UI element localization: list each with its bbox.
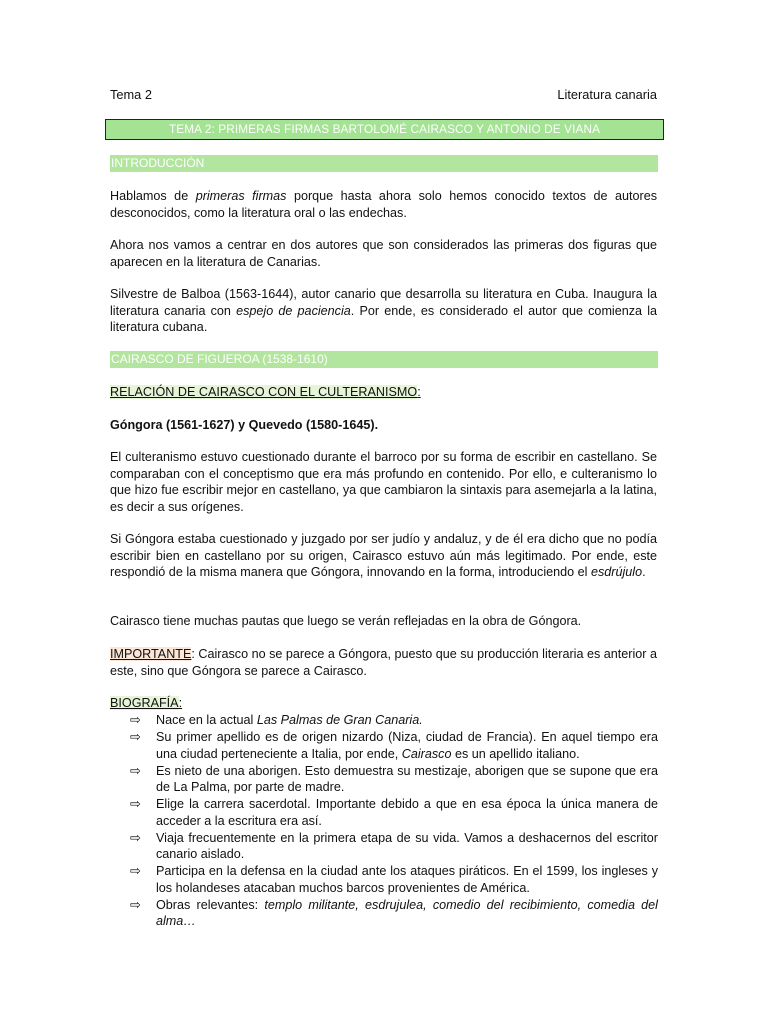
list-item: ⇨ Es nieto de una aborigen. Esto demuestra su mestizaje, aborigen que se supone que era de La Palma, por parte de madre. xyxy=(130,762,658,794)
arrow-bullet-icon: ⇨ xyxy=(130,712,141,727)
arrow-bullet-icon: ⇨ xyxy=(130,863,141,878)
header-left: Tema 2 xyxy=(110,87,152,102)
biography-list xyxy=(130,712,658,930)
arrow-bullet-icon: ⇨ xyxy=(130,762,141,778)
section-heading-cairasco: CAIRASCO DE FIGUEROA (1538-1610) xyxy=(110,351,658,368)
header-right: Literatura canaria xyxy=(557,87,657,102)
list-item: ⇨ Participa en la defensa en la ciudad ante los ataques piráticos. En el 1599, los ingleses y los holandeses atacaban muchos barcos provenientes de América. xyxy=(130,863,658,895)
list-item: ⇨ Obras relevantes: templo militante, esdrujulea, comedio del recibimiento, comedia del alma… xyxy=(130,896,658,928)
arrow-bullet-icon: ⇨ xyxy=(130,729,141,744)
arrow-bullet-icon: ⇨ xyxy=(130,796,141,811)
arrow-bullet-icon: ⇨ xyxy=(130,896,141,912)
list-item: ⇨ Nace en la actual Las Palmas de Gran Canaria. xyxy=(130,712,423,727)
subheading-relacion: RELACIÓN DE CAIRASCO CON EL CULTERANISMO: xyxy=(110,385,421,399)
paragraph-importante: IMPORTANTE: Cairasco no se parece a Góngora, puesto que su producción literaria es anterior a este, sino que Góngora se parece a Cairasco. xyxy=(110,647,657,678)
subheading-biografia: BIOGRAFÍA: xyxy=(110,696,183,710)
paragraph-intro-3: Silvestre de Balboa (1563-1644), autor canario que desarrolla su literatura en Cuba. Inaugura la literatura canaria con espejo de paciencia. Por ende, es considerado el autor que comienza la literatura cubana. xyxy=(110,287,658,334)
importante-label: IMPORTANTE xyxy=(110,647,192,661)
paragraph-intro-2: Ahora nos vamos a centrar en dos autores que son considerados las primeras dos figuras que aparecen en la literatura de Canarias. xyxy=(110,238,657,269)
arrow-bullet-icon: ⇨ xyxy=(130,829,141,845)
authors-line: Góngora (1561-1627) y Quevedo (1580-1645). xyxy=(110,418,379,432)
list-item: ⇨ Viaja frecuentemente en la primera etapa de su vida. Vamos a deshacernos del escritor canario aislado. xyxy=(130,829,658,861)
list-item: ⇨ Elige la carrera sacerdotal. Importante debido a que en esa época la única manera de acceder a la escritura era así. xyxy=(130,796,658,828)
page-header xyxy=(110,87,657,104)
paragraph-culteranismo: El culteranismo estuvo cuestionado durante el barroco por su forma de escribir en castellano. Se comparaban con el conceptismo que era más profundo en contenido. Por ello, e culteranismo lo que hizo fue escribir mejor en castellano, ya que cambiaron la sintaxis para asemejarla a la latina, es decir a sus orígenes. xyxy=(110,450,657,514)
paragraph-pautas: Cairasco tiene muchas pautas que luego se verán reflejadas en la obra de Góngora. xyxy=(110,614,582,628)
paragraph-intro-1: Hablamos de primeras firmas porque hasta ahora solo hemos conocido textos de autores desconocidos, como la literatura oral o las endechas. xyxy=(110,189,657,220)
paragraph-gongora: Si Góngora estaba cuestionado y juzgado por ser judío y andaluz, y de él era dicho que no podía escribir bien en castellano por su origen, Cairasco estuvo aún más legitimado. Por ende, este respondió de la misma manera que Góngora, innovando en la forma, introduciendo el esdrújulo. xyxy=(110,532,657,579)
section-heading-introduccion: INTRODUCCIÓN xyxy=(110,155,658,172)
document-title: TEMA 2: PRIMERAS FIRMAS BARTOLOMÉ CAIRASCO Y ANTONIO DE VIANA xyxy=(105,119,664,140)
list-item: ⇨ Su primer apellido es de origen nizardo (Niza, ciudad de Francia). En aquel tiempo era una ciudad perteneciente a Italia, por ende, Cairasco es un apellido italiano. xyxy=(130,729,658,761)
